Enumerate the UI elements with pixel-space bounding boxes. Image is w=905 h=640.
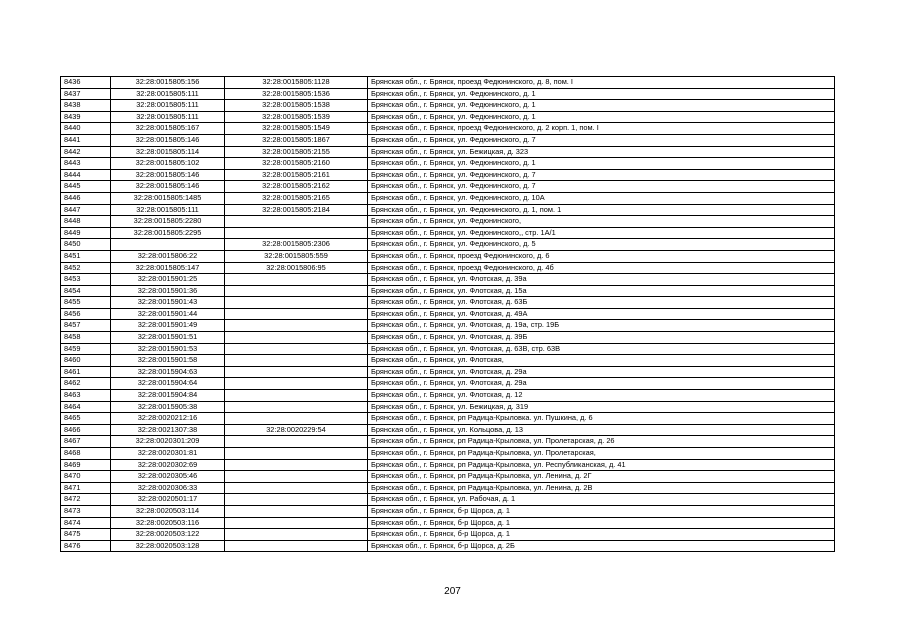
record-number-cell: 8466 [61, 424, 111, 436]
address-cell: Брянская обл., г. Брянск, рп Радица-Крыловка, ул. Пролетарская, д. 26 [368, 436, 835, 448]
object-cadastral-number-cell: 32:28:0015805:2165 [225, 192, 368, 204]
object-cadastral-number-cell [225, 227, 368, 239]
object-cadastral-number-cell [225, 505, 368, 517]
address-cell: Брянская обл., г. Брянск, ул. Федюнинского, д. 1 [368, 88, 835, 100]
address-cell: Брянская обл., г. Брянск, ул. Федюнинского, д. 7 [368, 134, 835, 146]
object-cadastral-number-cell: 32:28:0015805:2184 [225, 204, 368, 216]
object-cadastral-number-cell: 32:28:0015805:1867 [225, 134, 368, 146]
cadastral-number-cell: 32:28:0015805:114 [111, 146, 225, 158]
object-cadastral-number-cell [225, 378, 368, 390]
address-cell: Брянская обл., г. Брянск, ул. Флотская, д. 39Б [368, 332, 835, 344]
record-number-cell: 8446 [61, 192, 111, 204]
address-cell: Брянская обл., г. Брянск, ул. Кольцова, д. 13 [368, 424, 835, 436]
object-cadastral-number-cell [225, 216, 368, 228]
table-row [61, 343, 835, 355]
cadastral-number-cell: 32:28:0015901:36 [111, 285, 225, 297]
table-row [61, 134, 835, 146]
cadastral-number-cell: 32:28:0020301:81 [111, 448, 225, 460]
object-cadastral-number-cell: 32:28:0015805:2160 [225, 158, 368, 170]
cadastral-number-cell: 32:28:0015901:43 [111, 297, 225, 309]
cadastral-number-cell: 32:28:0020503:114 [111, 505, 225, 517]
object-cadastral-number-cell [225, 540, 368, 552]
address-cell: Брянская обл., г. Брянск, ул. Бежицкая, д. 319 [368, 401, 835, 413]
object-cadastral-number-cell [225, 413, 368, 425]
cadastral-number-cell: 32:28:0015805:146 [111, 181, 225, 193]
record-number-cell: 8442 [61, 146, 111, 158]
record-number-cell: 8439 [61, 111, 111, 123]
cadastral-number-cell: 32:28:0015805:102 [111, 158, 225, 170]
cadastral-number-cell: 32:28:0015805:146 [111, 134, 225, 146]
cadastral-number-cell: 32:28:0015901:49 [111, 320, 225, 332]
address-cell: Брянская обл., г. Брянск, ул. Федюнинского, д. 1 [368, 100, 835, 112]
table-row [61, 158, 835, 170]
table-row [61, 77, 835, 89]
record-number-cell: 8467 [61, 436, 111, 448]
record-number-cell: 8447 [61, 204, 111, 216]
address-cell: Брянская обл., г. Брянск, ул. Федюнинского, д. 10А [368, 192, 835, 204]
cadastral-number-cell: 32:28:0015901:51 [111, 332, 225, 344]
record-number-cell: 8465 [61, 413, 111, 425]
cadastral-number-cell: 32:28:0020503:116 [111, 517, 225, 529]
table-row [61, 216, 835, 228]
record-number-cell: 8450 [61, 239, 111, 251]
object-cadastral-number-cell [225, 355, 368, 367]
table-row [61, 413, 835, 425]
object-cadastral-number-cell [225, 482, 368, 494]
record-number-cell: 8453 [61, 274, 111, 286]
cadastral-number-cell: 32:28:0015805:147 [111, 262, 225, 274]
cadastral-number-cell: 32:28:0020503:122 [111, 529, 225, 541]
address-cell: Брянская обл., г. Брянск, ул. Флотская, д. 63Б [368, 297, 835, 309]
object-cadastral-number-cell [225, 297, 368, 309]
object-cadastral-number-cell: 32:28:0015806:95 [225, 262, 368, 274]
record-number-cell: 8451 [61, 250, 111, 262]
table-row [61, 390, 835, 402]
address-cell: Брянская обл., г. Брянск, ул. Федюнинского, д. 1 [368, 158, 835, 170]
address-cell: Брянская обл., г. Брянск, ул. Флотская, д. 12 [368, 390, 835, 402]
table-row [61, 297, 835, 309]
record-number-cell: 8445 [61, 181, 111, 193]
cadastral-number-cell: 32:28:0020301:209 [111, 436, 225, 448]
record-number-cell: 8456 [61, 308, 111, 320]
table-row [61, 424, 835, 436]
table-row [61, 123, 835, 135]
table-row [61, 192, 835, 204]
address-cell: Брянская обл., г. Брянск, ул. Флотская, д. 15а [368, 285, 835, 297]
table-row [61, 517, 835, 529]
object-cadastral-number-cell [225, 436, 368, 448]
object-cadastral-number-cell [225, 494, 368, 506]
table-row [61, 494, 835, 506]
table-row [61, 505, 835, 517]
table-row [61, 529, 835, 541]
address-cell: Брянская обл., г. Брянск, проезд Федюнинского, д. 4б [368, 262, 835, 274]
cadastral-number-cell: 32:28:0020305:46 [111, 471, 225, 483]
table-row [61, 181, 835, 193]
table-row [61, 227, 835, 239]
cadastral-number-cell: 32:28:0015805:1485 [111, 192, 225, 204]
record-number-cell: 8440 [61, 123, 111, 135]
address-cell: Брянская обл., г. Брянск, ул. Флотская, д. 29а [368, 366, 835, 378]
address-cell: Брянская обл., г. Брянск, ул. Флотская, д. 49А [368, 308, 835, 320]
record-number-cell: 8475 [61, 529, 111, 541]
cadastral-number-cell: 32:28:0015805:111 [111, 88, 225, 100]
record-number-cell: 8472 [61, 494, 111, 506]
record-number-cell: 8464 [61, 401, 111, 413]
object-cadastral-number-cell [225, 366, 368, 378]
object-cadastral-number-cell [225, 517, 368, 529]
cadastral-number-cell [111, 239, 225, 251]
address-cell: Брянская обл., г. Брянск, рп Радица-Крыловка, ул. Республиканская, д. 41 [368, 459, 835, 471]
record-number-cell: 8459 [61, 343, 111, 355]
object-cadastral-number-cell: 32:28:0015805:559 [225, 250, 368, 262]
record-number-cell: 8455 [61, 297, 111, 309]
cadastral-number-cell: 32:28:0020302:69 [111, 459, 225, 471]
table-row [61, 401, 835, 413]
record-number-cell: 8444 [61, 169, 111, 181]
record-number-cell: 8441 [61, 134, 111, 146]
address-cell: Брянская обл., г. Брянск, ул. Бежицкая, д. 323 [368, 146, 835, 158]
table-row [61, 540, 835, 552]
address-cell: Брянская обл., г. Брянск, ул. Федюнинского,, стр. 1А/1 [368, 227, 835, 239]
cadastral-number-cell: 32:28:0015805:146 [111, 169, 225, 181]
cadastral-number-cell: 32:28:0015905:38 [111, 401, 225, 413]
object-cadastral-number-cell: 32:28:0015805:1128 [225, 77, 368, 89]
cadastral-number-cell: 32:28:0015806:22 [111, 250, 225, 262]
object-cadastral-number-cell: 32:28:0015805:1549 [225, 123, 368, 135]
address-cell: Брянская обл., г. Брянск, ул. Федюнинского, д. 1, пом. 1 [368, 204, 835, 216]
address-cell: Брянская обл., г. Брянск, б-р Щорса, д. 1 [368, 517, 835, 529]
record-number-cell: 8454 [61, 285, 111, 297]
table-row [61, 262, 835, 274]
table-row [61, 111, 835, 123]
cadastral-number-cell: 32:28:0015904:84 [111, 390, 225, 402]
table-row [61, 355, 835, 367]
record-number-cell: 8437 [61, 88, 111, 100]
address-cell: Брянская обл., г. Брянск, проезд Федюнинского, д. 6 [368, 250, 835, 262]
address-cell: Брянская обл., г. Брянск, ул. Федюнинского, д. 7 [368, 169, 835, 181]
table-row [61, 378, 835, 390]
address-cell: Брянская обл., г. Брянск, ул. Рабочая, д. 1 [368, 494, 835, 506]
cadastral-number-cell: 32:28:0020212:16 [111, 413, 225, 425]
address-cell: Брянская обл., г. Брянск, проезд Федюнинского, д. 2 корп. 1, пом. I [368, 123, 835, 135]
object-cadastral-number-cell: 32:28:0015805:2306 [225, 239, 368, 251]
record-number-cell: 8448 [61, 216, 111, 228]
record-number-cell: 8470 [61, 471, 111, 483]
object-cadastral-number-cell [225, 471, 368, 483]
address-cell: Брянская обл., г. Брянск, ул. Федюнинского, д. 1 [368, 111, 835, 123]
address-cell: Брянская обл., г. Брянск, ул. Федюнинского, [368, 216, 835, 228]
object-cadastral-number-cell [225, 529, 368, 541]
cadastral-number-cell: 32:28:0015805:2280 [111, 216, 225, 228]
record-number-cell: 8471 [61, 482, 111, 494]
table-row [61, 285, 835, 297]
page-number: 207 [444, 586, 461, 597]
object-cadastral-number-cell: 32:28:0015805:2161 [225, 169, 368, 181]
table-row [61, 88, 835, 100]
cadastral-number-cell: 32:28:0015901:25 [111, 274, 225, 286]
record-number-cell: 8469 [61, 459, 111, 471]
table-row [61, 320, 835, 332]
address-cell: Брянская обл., г. Брянск, б-р Щорса, д. 1 [368, 505, 835, 517]
cadastral-number-cell: 32:28:0015805:167 [111, 123, 225, 135]
object-cadastral-number-cell [225, 274, 368, 286]
address-cell: Брянская обл., г. Брянск, ул. Флотская, д. 63В, стр. 63В [368, 343, 835, 355]
cadastral-number-cell: 32:28:0015805:2295 [111, 227, 225, 239]
object-cadastral-number-cell: 32:28:0015805:1538 [225, 100, 368, 112]
object-cadastral-number-cell [225, 332, 368, 344]
record-number-cell: 8449 [61, 227, 111, 239]
object-cadastral-number-cell [225, 320, 368, 332]
table-row [61, 366, 835, 378]
record-number-cell: 8468 [61, 448, 111, 460]
table-row [61, 274, 835, 286]
record-number-cell: 8438 [61, 100, 111, 112]
registry-table-body [61, 77, 835, 552]
cadastral-number-cell: 32:28:0020501:17 [111, 494, 225, 506]
cadastral-number-cell: 32:28:0015805:111 [111, 204, 225, 216]
table-row [61, 436, 835, 448]
table-row [61, 239, 835, 251]
record-number-cell: 8458 [61, 332, 111, 344]
address-cell: Брянская обл., г. Брянск, ул. Флотская, д. 29а [368, 378, 835, 390]
table-row [61, 471, 835, 483]
cadastral-number-cell: 32:28:0015805:111 [111, 111, 225, 123]
object-cadastral-number-cell [225, 390, 368, 402]
record-number-cell: 8474 [61, 517, 111, 529]
table-row [61, 100, 835, 112]
address-cell: Брянская обл., г. Брянск, проезд Федюнинского, д. 8, пом. I [368, 77, 835, 89]
object-cadastral-number-cell [225, 401, 368, 413]
address-cell: Брянская обл., г. Брянск, ул. Флотская, д. 19а, стр. 19Б [368, 320, 835, 332]
address-cell: Брянская обл., г. Брянск, б-р Щорса, д. 2Б [368, 540, 835, 552]
table-row [61, 448, 835, 460]
table-row [61, 169, 835, 181]
record-number-cell: 8436 [61, 77, 111, 89]
record-number-cell: 8462 [61, 378, 111, 390]
cadastral-number-cell: 32:28:0015805:111 [111, 100, 225, 112]
address-cell: Брянская обл., г. Брянск, б-р Щорса, д. 1 [368, 529, 835, 541]
record-number-cell: 8457 [61, 320, 111, 332]
cadastral-number-cell: 32:28:0020503:128 [111, 540, 225, 552]
table-row [61, 459, 835, 471]
address-cell: Брянская обл., г. Брянск, рп Радица-Крыловка. ул. Пушкина, д. 6 [368, 413, 835, 425]
object-cadastral-number-cell [225, 308, 368, 320]
object-cadastral-number-cell: 32:28:0015805:2162 [225, 181, 368, 193]
table-row [61, 146, 835, 158]
address-cell: Брянская обл., г. Брянск, рп Радица-Крыловка, ул. Пролетарская, [368, 448, 835, 460]
address-cell: Брянская обл., г. Брянск, рп Радица-Крыловка, ул. Ленина, д. 2Г [368, 471, 835, 483]
address-cell: Брянская обл., г. Брянск, рп Радица-Крыловка, ул. Ленина, д. 2В [368, 482, 835, 494]
cadastral-number-cell: 32:28:0015805:156 [111, 77, 225, 89]
record-number-cell: 8476 [61, 540, 111, 552]
object-cadastral-number-cell: 32:28:0015805:1539 [225, 111, 368, 123]
record-number-cell: 8463 [61, 390, 111, 402]
cadastral-number-cell: 32:28:0015901:44 [111, 308, 225, 320]
object-cadastral-number-cell: 32:28:0015805:2155 [225, 146, 368, 158]
address-cell: Брянская обл., г. Брянск, ул. Флотская, [368, 355, 835, 367]
cadastral-number-cell: 32:28:0015901:53 [111, 343, 225, 355]
table-row [61, 250, 835, 262]
address-cell: Брянская обл., г. Брянск, ул. Федюнинского, д. 5 [368, 239, 835, 251]
cadastral-number-cell: 32:28:0015904:63 [111, 366, 225, 378]
object-cadastral-number-cell [225, 448, 368, 460]
address-cell: Брянская обл., г. Брянск, ул. Флотская, д. 39а [368, 274, 835, 286]
cadastral-number-cell: 32:28:0020306:33 [111, 482, 225, 494]
record-number-cell: 8443 [61, 158, 111, 170]
object-cadastral-number-cell: 32:28:0020229:54 [225, 424, 368, 436]
registry-table [60, 76, 835, 552]
record-number-cell: 8452 [61, 262, 111, 274]
record-number-cell: 8461 [61, 366, 111, 378]
address-cell: Брянская обл., г. Брянск, ул. Федюнинского, д. 7 [368, 181, 835, 193]
cadastral-number-cell: 32:28:0015901:58 [111, 355, 225, 367]
object-cadastral-number-cell [225, 459, 368, 471]
table-row [61, 482, 835, 494]
record-number-cell: 8473 [61, 505, 111, 517]
table-row [61, 204, 835, 216]
record-number-cell: 8460 [61, 355, 111, 367]
cadastral-number-cell: 32:28:0015904:64 [111, 378, 225, 390]
object-cadastral-number-cell [225, 343, 368, 355]
cadastral-number-cell: 32:28:0021307:38 [111, 424, 225, 436]
object-cadastral-number-cell: 32:28:0015805:1536 [225, 88, 368, 100]
table-row [61, 308, 835, 320]
table-row [61, 332, 835, 344]
object-cadastral-number-cell [225, 285, 368, 297]
